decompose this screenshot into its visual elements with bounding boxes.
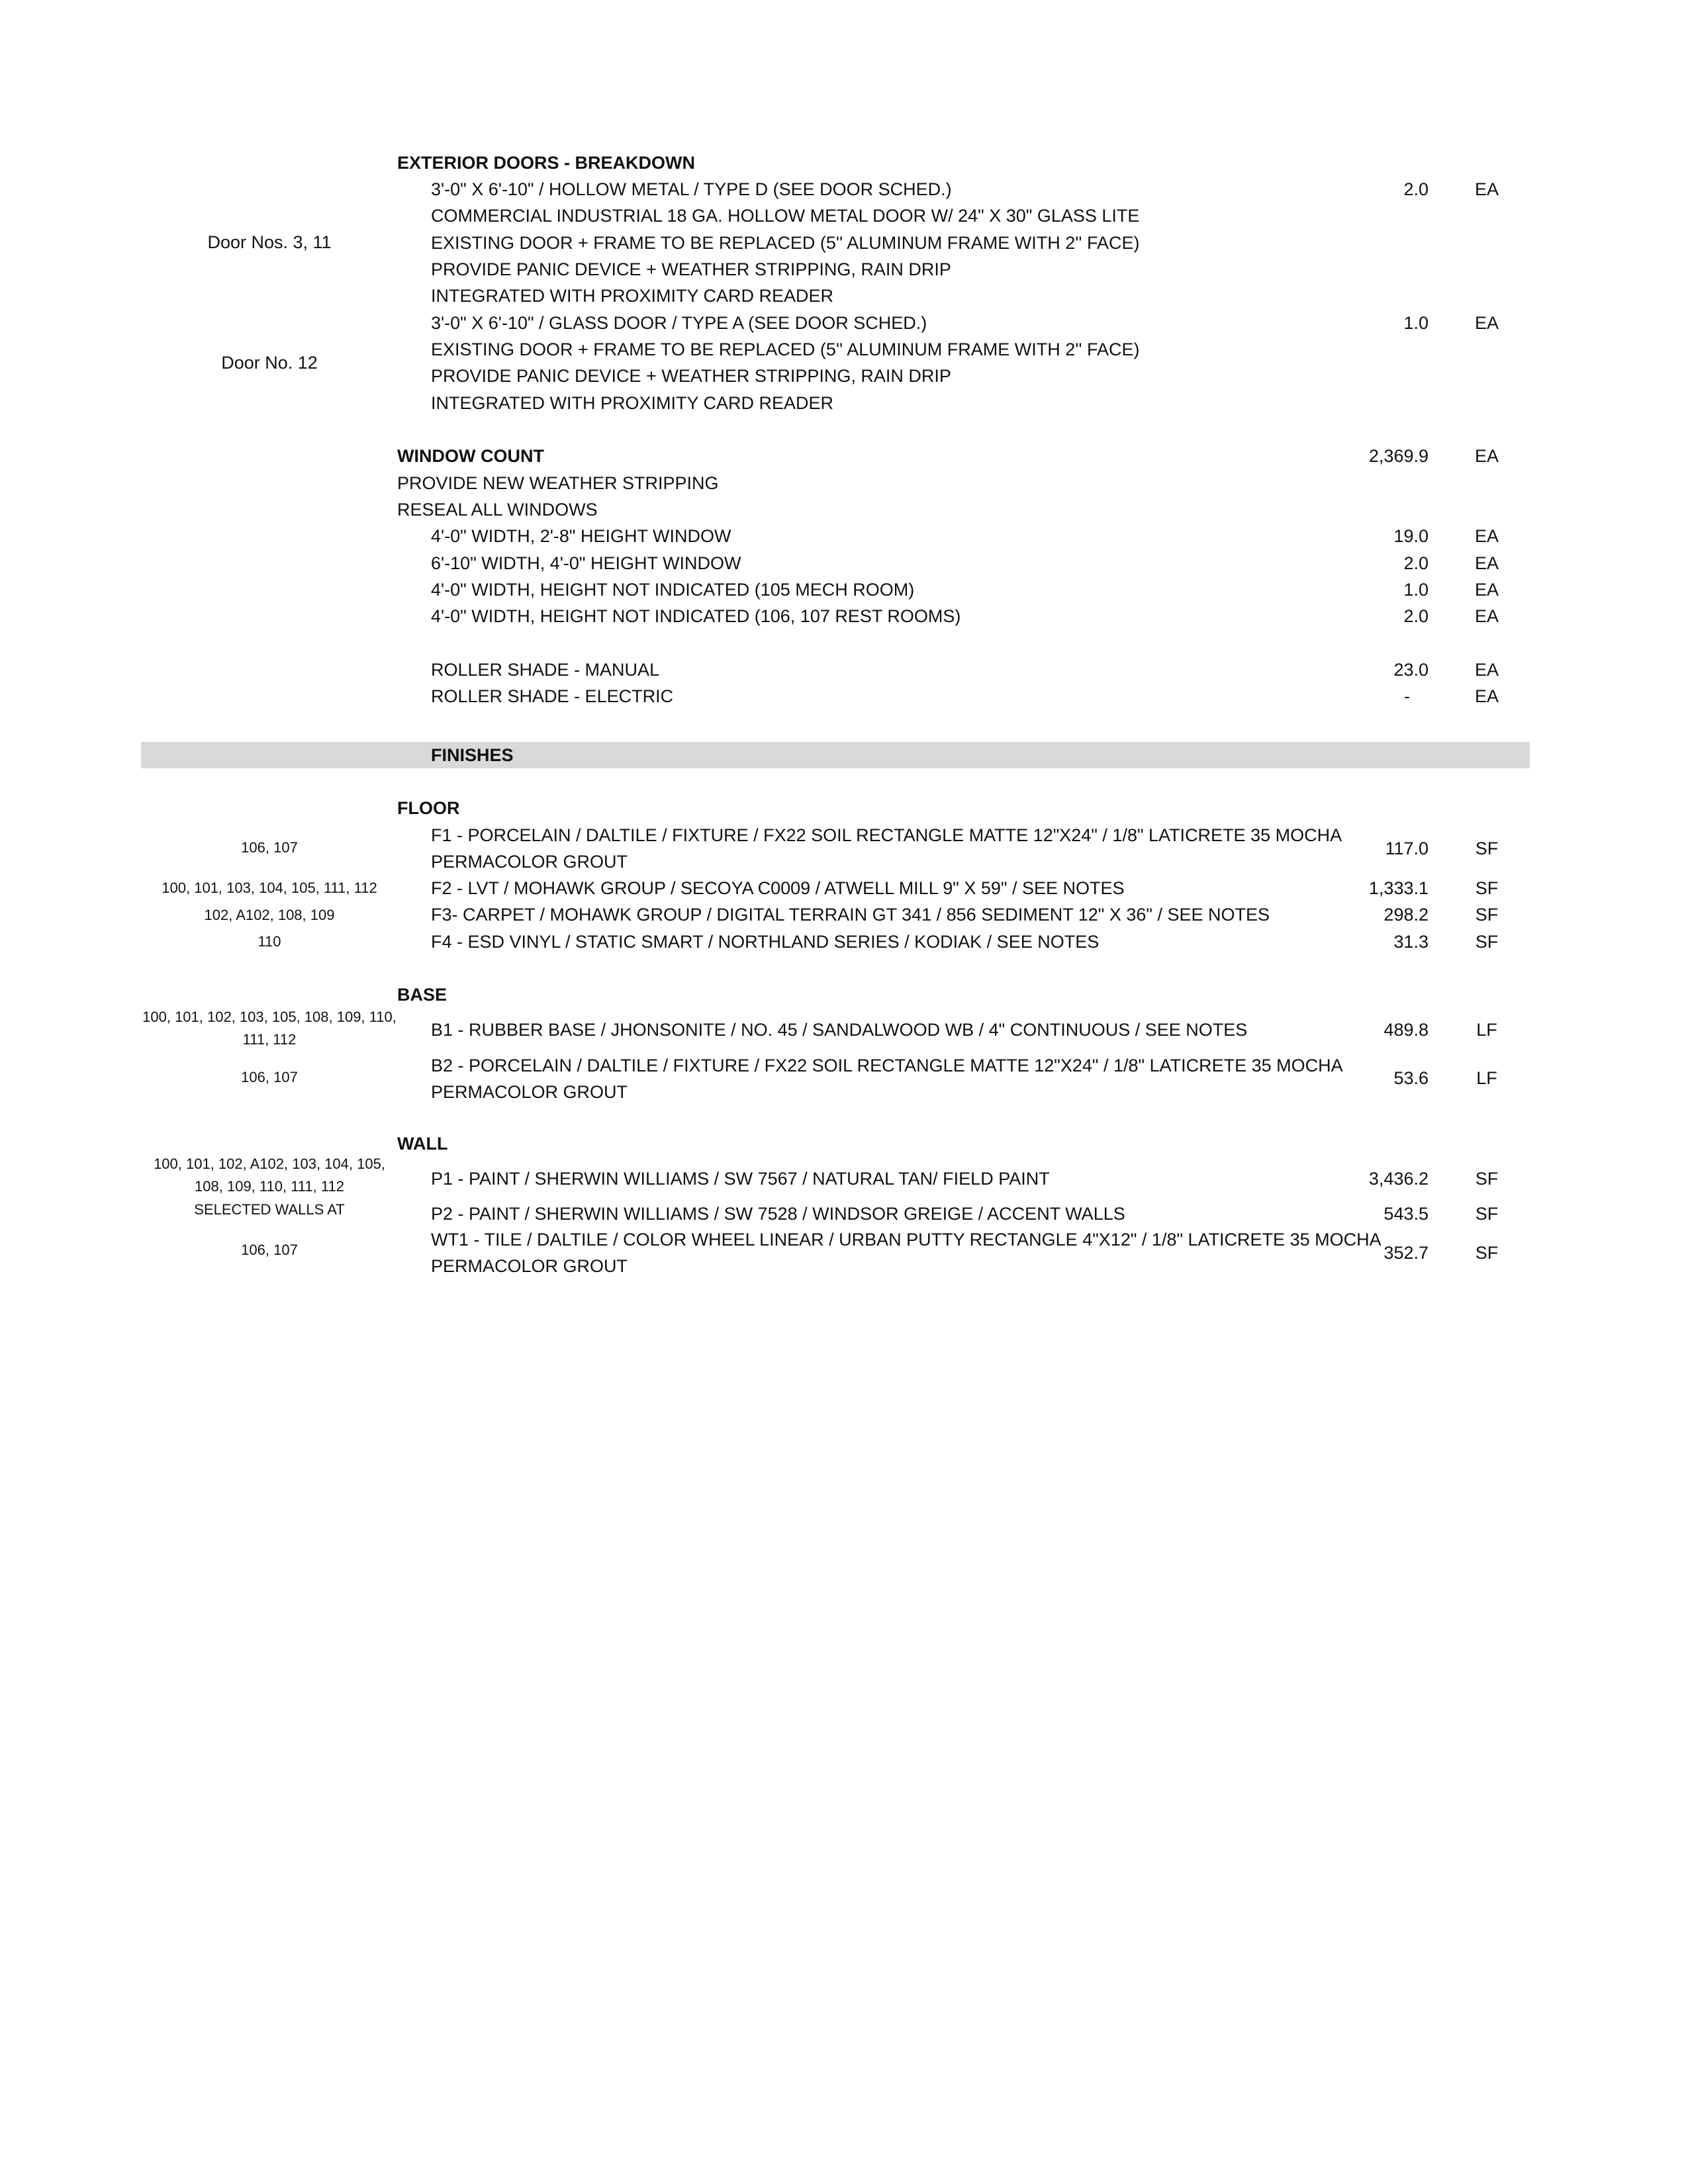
base-item-2-location: 106, 107	[241, 1069, 298, 1085]
door-group-1-unit: EA	[1474, 179, 1499, 199]
floor-item-2-desc: F2 - LVT / MOHAWK GROUP / SECOYA C0009 / ATWELL MILL 9" X 59" / SEE NOTES	[431, 878, 1125, 898]
window-item-3-unit: EA	[1474, 580, 1499, 600]
door-group-1-line-2: COMMERCIAL INDUSTRIAL 18 GA. HOLLOW METAL DOOR W/ 24" X 30" GLASS LITE	[431, 206, 1140, 226]
wall-item-2-unit: SF	[1475, 1204, 1499, 1224]
base-heading: BASE	[397, 985, 447, 1005]
door-group-1-line-3: EXISTING DOOR + FRAME TO BE REPLACED (5'' ALUMINUM FRAME WITH 2'' FACE)	[431, 233, 1140, 253]
floor-item-4-unit: SF	[1475, 932, 1499, 952]
window-item-1-qty: 19.0	[1393, 526, 1429, 546]
base-item-1-location-line-1: 100, 101, 102, 103, 105, 108, 109, 110,	[142, 1009, 397, 1025]
door-group-1-line-5: INTEGRATED WITH PROXIMITY CARD READER	[431, 286, 834, 306]
shade-electric-unit: EA	[1474, 686, 1499, 706]
floor-item-2-location: 100, 101, 103, 104, 105, 111, 112	[162, 880, 377, 896]
window-item-2-qty: 2.0	[1403, 553, 1429, 573]
door-group-2-location: Door No. 12	[221, 353, 318, 373]
floor-item-2-qty: 1,333.1	[1368, 878, 1429, 898]
wall-item-1-qty: 3,436.2	[1368, 1169, 1429, 1189]
floor-heading: FLOOR	[397, 798, 460, 818]
shade-manual-desc: ROLLER SHADE - MANUAL	[431, 660, 660, 680]
window-item-4-unit: EA	[1474, 606, 1499, 626]
shade-electric-desc: ROLLER SHADE - ELECTRIC	[431, 686, 674, 706]
floor-item-4-qty: 31.3	[1393, 932, 1429, 952]
shade-electric-qty: -	[1404, 686, 1410, 706]
shade-manual-qty: 23.0	[1393, 660, 1429, 680]
wall-item-3-desc-line-1: WT1 - TILE / DALTILE / COLOR WHEEL LINEAR / URBAN PUTTY RECTANGLE 4"X12" / 1/8" LATICRETE 35 MOCHA	[431, 1230, 1382, 1250]
window-note-1: PROVIDE NEW WEATHER STRIPPING	[397, 473, 719, 493]
finishes-band-label: FINISHES	[431, 745, 514, 765]
door-group-1-location: Door Nos. 3, 11	[207, 232, 332, 252]
base-item-1-desc: B1 - RUBBER BASE / JHONSONITE / NO. 45 / SANDALWOOD WB / 4" CONTINUOUS / SEE NOTES	[431, 1020, 1248, 1040]
wall-item-3-desc-line-2: PERMACOLOR GROUT	[431, 1256, 628, 1276]
door-group-2-unit: EA	[1474, 313, 1499, 333]
floor-item-3-desc: F3- CARPET / MOHAWK GROUP / DIGITAL TERRAIN GT 341 / 856 SEDIMENT 12" X 36" / SEE NOTES	[431, 905, 1270, 925]
finishes-band	[141, 742, 1530, 768]
window-item-3-desc: 4'-0" WIDTH, HEIGHT NOT INDICATED (105 MECH ROOM)	[431, 580, 915, 600]
window-item-1-unit: EA	[1474, 526, 1499, 546]
wall-item-2-qty: 543.5	[1383, 1204, 1429, 1224]
window-item-1-desc: 4'-0" WIDTH, 2'-8" HEIGHT WINDOW	[431, 526, 731, 546]
base-item-2-unit: LF	[1476, 1068, 1497, 1088]
floor-item-3-unit: SF	[1475, 905, 1499, 925]
floor-item-1-desc-line-2: PERMACOLOR GROUT	[431, 852, 628, 872]
floor-item-4-location: 110	[258, 933, 281, 950]
door-group-1-line-4: PROVIDE PANIC DEVICE + WEATHER STRIPPING, RAIN DRIP	[431, 259, 951, 279]
floor-item-3-location: 102, A102, 108, 109	[204, 907, 335, 923]
floor-item-1-location: 106, 107	[241, 839, 298, 856]
window-count-qty: 2,369.9	[1368, 446, 1429, 466]
wall-item-3-qty: 352.7	[1383, 1243, 1429, 1263]
floor-item-1-desc-line-1: F1 - PORCELAIN / DALTILE / FIXTURE / FX22 SOIL RECTANGLE MATTE 12"X24" / 1/8" LATICRETE 35 MOCHA	[431, 825, 1342, 845]
window-item-4-desc: 4'-0" WIDTH, HEIGHT NOT INDICATED (106, 107 REST ROOMS)	[431, 606, 961, 626]
wall-heading: WALL	[397, 1134, 448, 1154]
wall-item-2-location: SELECTED WALLS AT	[194, 1201, 345, 1218]
window-item-3-qty: 1.0	[1403, 580, 1429, 600]
floor-item-3-qty: 298.2	[1383, 905, 1429, 925]
base-item-1-location-line-2: 111, 112	[242, 1031, 297, 1048]
floor-item-1-qty: 117.0	[1385, 839, 1429, 858]
door-group-1-line-1: 3'-0" X 6'-10" / HOLLOW METAL / TYPE D (SEE DOOR SCHED.)	[431, 179, 952, 199]
exterior-doors-heading: EXTERIOR DOORS - BREAKDOWN	[397, 153, 696, 173]
base-item-2-desc-line-2: PERMACOLOR GROUT	[431, 1082, 628, 1102]
window-count-heading: WINDOW COUNT	[397, 446, 544, 466]
wall-item-1-desc: P1 - PAINT / SHERWIN WILLIAMS / SW 7567 / NATURAL TAN/ FIELD PAINT	[431, 1169, 1050, 1189]
door-group-2-line-4: INTEGRATED WITH PROXIMITY CARD READER	[431, 393, 834, 413]
floor-item-4-desc: F4 - ESD VINYL / STATIC SMART / NORTHLAND SERIES / KODIAK / SEE NOTES	[431, 932, 1100, 952]
door-group-2-line-2: EXISTING DOOR + FRAME TO BE REPLACED (5'' ALUMINUM FRAME WITH 2'' FACE)	[431, 340, 1140, 359]
base-item-2-desc-line-1: B2 - PORCELAIN / DALTILE / FIXTURE / FX22 SOIL RECTANGLE MATTE 12"X24" / 1/8" LATICRETE 35 MOCHA	[431, 1056, 1343, 1075]
floor-item-2-unit: SF	[1475, 878, 1499, 898]
window-item-4-qty: 2.0	[1403, 606, 1429, 626]
base-item-1-qty: 489.8	[1383, 1020, 1429, 1040]
door-group-2-line-1: 3'-0" X 6'-10" / GLASS DOOR / TYPE A (SEE DOOR SCHED.)	[431, 313, 927, 333]
wall-item-2-desc: P2 - PAINT / SHERWIN WILLIAMS / SW 7528 / WINDSOR GREIGE / ACCENT WALLS	[431, 1204, 1125, 1224]
wall-item-3-unit: SF	[1475, 1243, 1499, 1263]
wall-item-1-location-line-2: 108, 109, 110, 111, 112	[195, 1178, 344, 1195]
window-item-2-desc: 6'-10" WIDTH, 4'-0" HEIGHT WINDOW	[431, 553, 741, 573]
base-item-1-unit: LF	[1476, 1020, 1497, 1040]
floor-item-1-unit: SF	[1475, 839, 1499, 858]
wall-item-1-location-line-1: 100, 101, 102, A102, 103, 104, 105,	[154, 1156, 385, 1172]
wall-item-1-unit: SF	[1475, 1169, 1499, 1189]
shade-manual-unit: EA	[1474, 660, 1499, 680]
door-group-2-qty: 1.0	[1403, 313, 1429, 333]
window-count-unit: EA	[1474, 446, 1499, 466]
window-item-2-unit: EA	[1474, 553, 1499, 573]
door-group-2-line-3: PROVIDE PANIC DEVICE + WEATHER STRIPPING, RAIN DRIP	[431, 366, 951, 386]
wall-item-3-location: 106, 107	[241, 1242, 298, 1258]
window-note-2: RESEAL ALL WINDOWS	[397, 500, 598, 520]
door-group-1-qty: 2.0	[1403, 179, 1429, 199]
base-item-2-qty: 53.6	[1393, 1068, 1429, 1088]
